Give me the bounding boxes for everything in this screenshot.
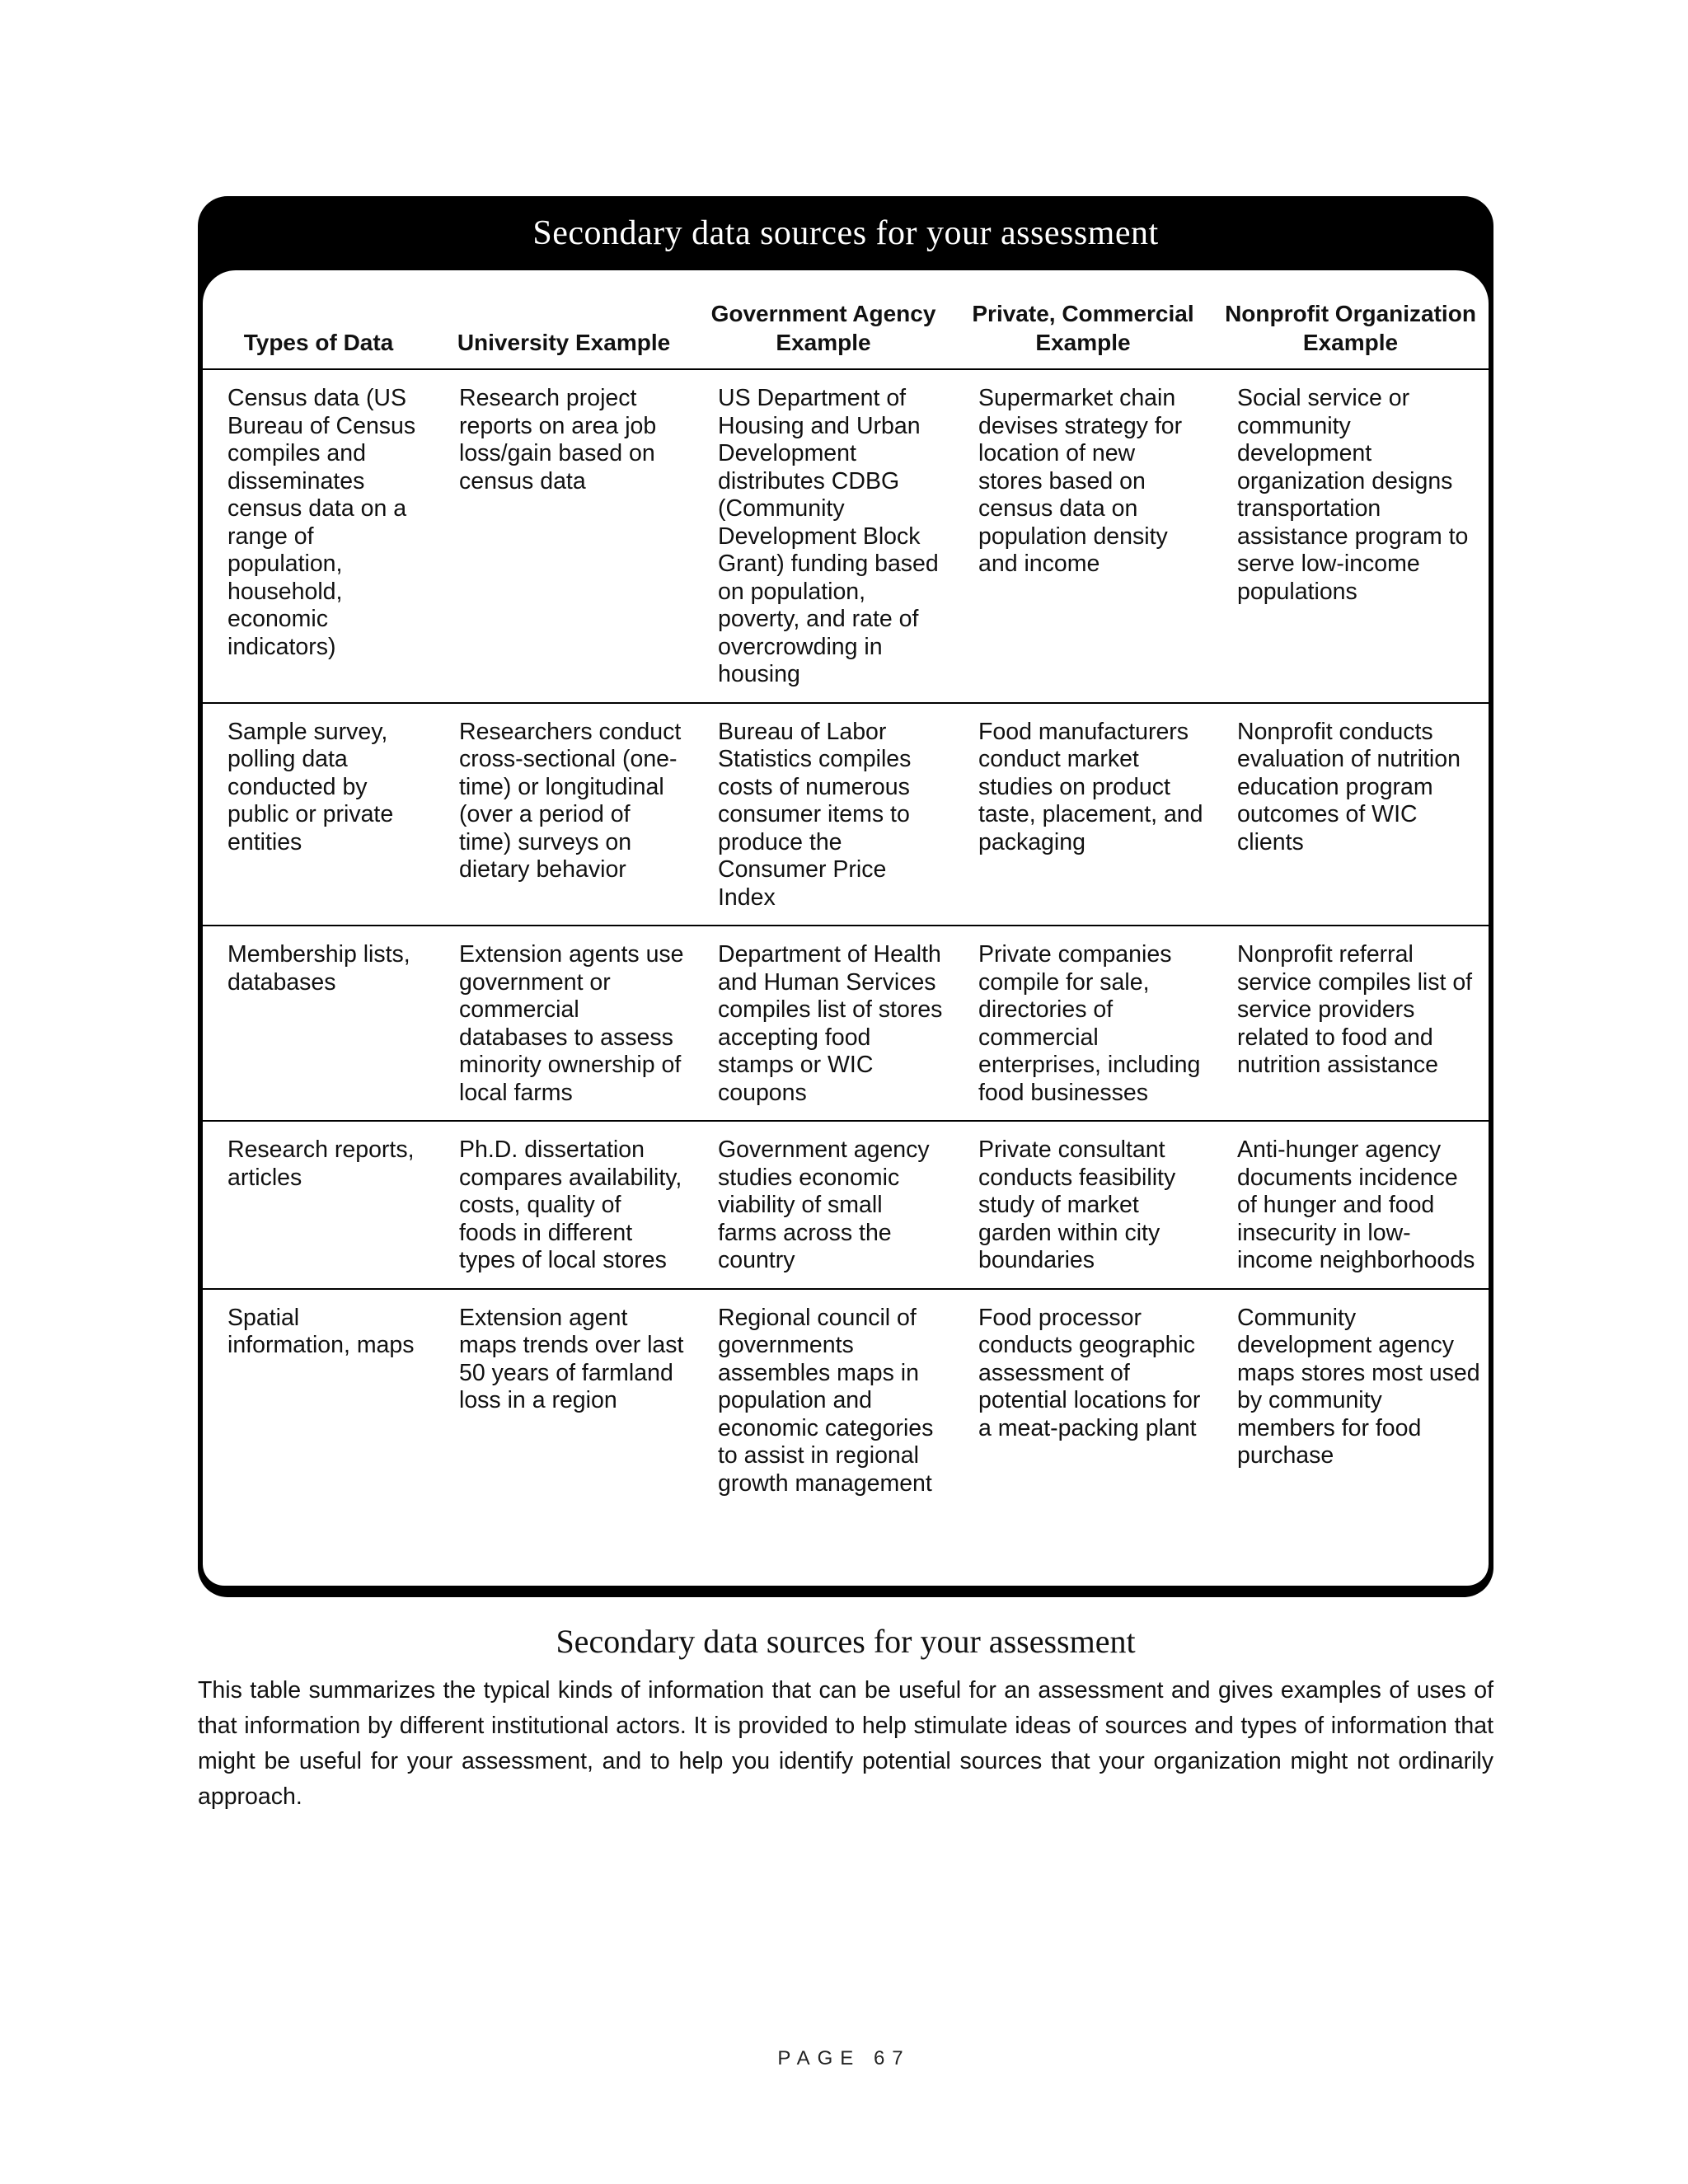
table-cell-private: Food processor conducts geographic assessment of potential locations for a meat-packing plant <box>978 1304 1201 1441</box>
table-cell-private: Private consultant conducts feasibility study of market garden within city boundaries <box>954 1121 1212 1289</box>
table-cell-government: Government agency studies economic viability of small farms across the country <box>693 1121 954 1289</box>
caption-paragraph: This table summarizes the typical kinds of information that can be useful for an assessment and gives examples of uses of that information by different institutional actors. It is provided to help stimulate ideas of sources and types of information that might be useful for your assessment, and to help you identify potential sources that your organization might not ordinarily approach. <box>198 1677 1493 1810</box>
table-title: Secondary data sources for your assessment <box>532 214 1159 252</box>
table-cell-nonprofit: Anti-hunger agency documents incidence of hunger and food insecurity in low-income neighborhoods <box>1212 1121 1489 1289</box>
table-row <box>203 369 1489 703</box>
table-cell-type: Membership lists, databases <box>203 926 434 1121</box>
table-cell-type: Sample survey, polling data conducted by public or private entities <box>203 703 434 926</box>
data-sources-table-frame <box>198 196 1493 1597</box>
column-header-private-commercial-example: Private, Commercial Example <box>954 270 1212 369</box>
table-header-row <box>203 270 1489 369</box>
table-row <box>203 1121 1489 1289</box>
column-header-university-example: University Example <box>434 270 693 369</box>
table-row <box>203 1289 1489 1511</box>
table-cell-government: Regional council of governments assembles maps in population and economic categories to assist in regional growth management <box>718 1304 934 1497</box>
caption-title: Secondary data sources for your assessment <box>556 1623 1136 1660</box>
table-cell-type: Spatial information, maps <box>227 1304 415 1358</box>
table-cell-university: Ph.D. dissertation compares availability, costs, quality of foods in different types of local stores <box>434 1121 693 1289</box>
data-sources-table <box>203 270 1489 1511</box>
table-cell-university: Extension agent maps trends over last 50 years of farmland loss in a region <box>459 1304 684 1413</box>
column-header-government-agency-example: Government Agency Example <box>693 270 954 369</box>
table-cell-nonprofit: Community development agency maps stores most used by community members for food purchase <box>1237 1304 1480 1469</box>
table-row <box>203 703 1489 926</box>
table-cell-government: Bureau of Labor Statistics compiles costs of numerous consumer items to produce the Consumer Price Index <box>693 703 954 926</box>
column-header-types-of-data: Types of Data <box>203 270 434 369</box>
column-header-nonprofit-organization-example: Nonprofit Organization Example <box>1212 270 1489 369</box>
table-cell-nonprofit: Social service or community development organization designs transportation assistance program to serve low-income populations <box>1212 369 1489 703</box>
table-cell-private: Food manufacturers conduct market studies on product taste, placement, and packaging <box>954 703 1212 926</box>
table-cell-government: US Department of Housing and Urban Development distributes CDBG (Community Development Block Grant) funding based on population, poverty, and rate of overcrowding in housing <box>693 369 954 703</box>
table-cell-nonprofit: Nonprofit referral service compiles list of service providers related to food and nutrition assistance <box>1212 926 1489 1121</box>
table-cell-type: Census data (US Bureau of Census compiles and disseminates census data on a range of population, household, economic indicators) <box>203 369 434 703</box>
table-cell-private: Private companies compile for sale, directories of commercial enterprises, including food businesses <box>954 926 1212 1121</box>
table-cell-university: Researchers conduct cross-sectional (one-time) or longitudinal (over a period of time) surveys on dietary behavior <box>434 703 693 926</box>
table-cell-private: Supermarket chain devises strategy for location of new stores based on census data on population density and income <box>954 369 1212 703</box>
page-number: PAGE 67 <box>777 2047 911 2069</box>
table-cell-government: Department of Health and Human Services compiles list of stores accepting food stamps or WIC coupons <box>693 926 954 1121</box>
table-body-panel <box>203 270 1489 1586</box>
table-cell-nonprofit: Nonprofit conducts evaluation of nutrition education program outcomes of WIC clients <box>1212 703 1489 926</box>
table-cell-university: Research project reports on area job loss/gain based on census data <box>434 369 693 703</box>
table-cell-type: Research reports, articles <box>203 1121 434 1289</box>
table-row <box>203 926 1489 1121</box>
table-cell-university: Extension agents use government or commercial databases to assess minority ownership of local farms <box>434 926 693 1121</box>
